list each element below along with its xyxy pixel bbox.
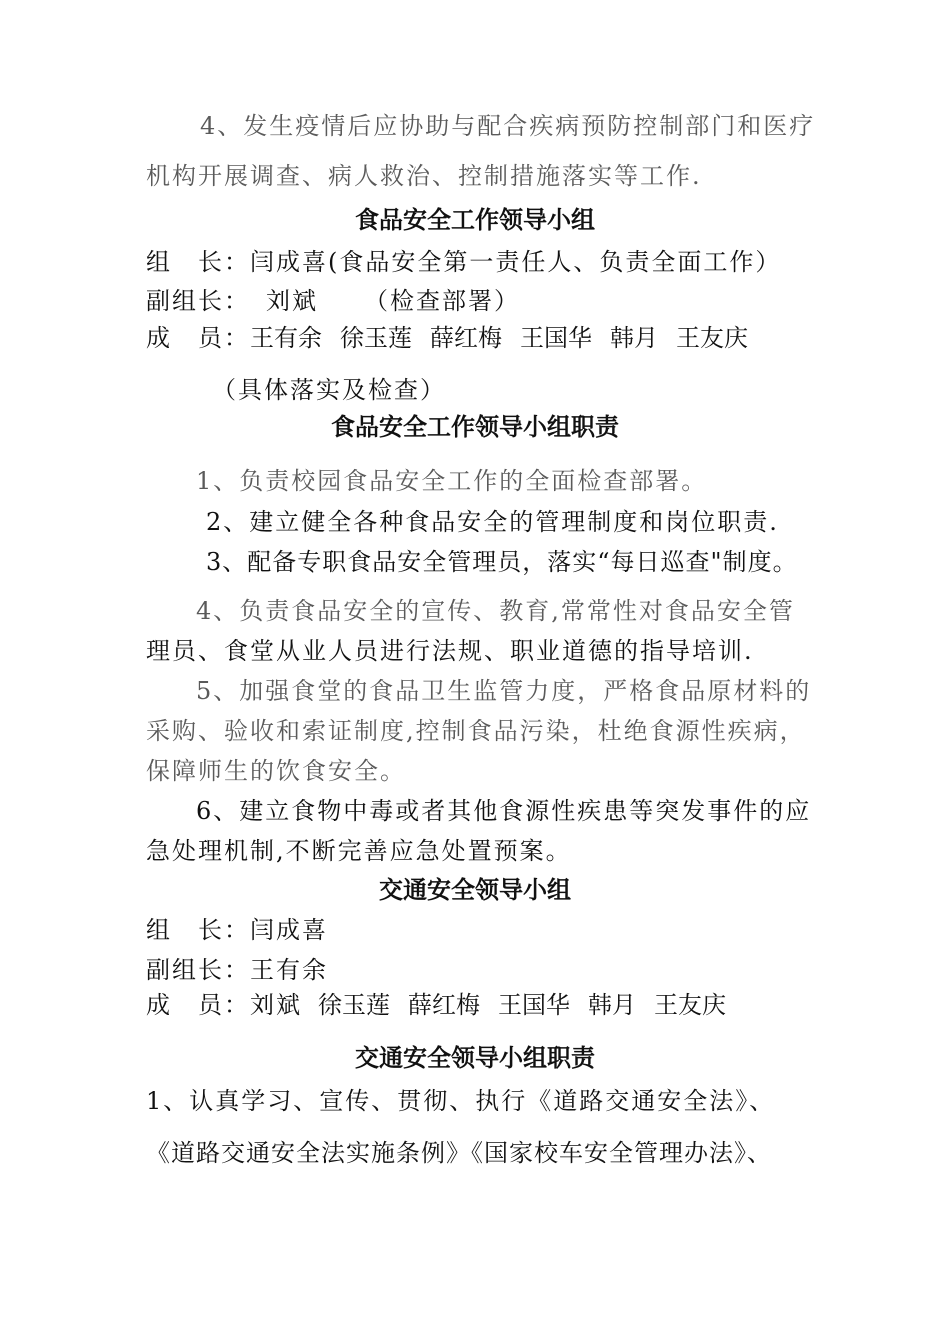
traffic-duty-1-line1: 1、认真学习、宣传、贯彻、执行《道路交通安全法》、: [146, 1087, 776, 1115]
traffic-member: 韩月: [588, 991, 636, 1019]
food-member: 王有余: [250, 324, 322, 352]
traffic-members-label: 成 员：: [146, 991, 250, 1019]
traffic-member: 徐玉莲: [318, 991, 390, 1019]
food-duty-2: 2、建立健全各种食品安全的管理制度和岗位职责.: [206, 508, 779, 536]
food-deputy-row: [146, 286, 520, 316]
food-duty-6-line1: 6、建立食物中毒或者其他食源性疾患等突发事件的应: [196, 797, 812, 825]
traffic-member: 薛红梅: [408, 991, 480, 1019]
food-duty-5-line2: 采购、验收和索证制度,控制食品污染，杜绝食源性疾病，: [146, 717, 806, 745]
traffic-deputy-row: [146, 955, 328, 985]
food-deputy-label: 副组长：: [146, 287, 250, 315]
food-member: 徐玉莲: [340, 324, 412, 352]
food-leader-label: 组 长：: [146, 248, 250, 276]
food-duty-1: 1、负责校园食品安全工作的全面检查部署。: [196, 467, 708, 495]
food-member: 薛红梅: [430, 324, 502, 352]
traffic-first-member: 刘斌: [250, 991, 302, 1019]
food-members-label: 成 员：: [146, 324, 250, 352]
paragraph-item-4-line2: 机构开展调查、病人救治、控制措施落实等工作.: [146, 162, 702, 190]
heading-traffic-safety-duties: 交通安全领导小组职责: [355, 1044, 595, 1072]
traffic-duty-1-line2: 《道路交通安全法实施条例》《国家校车安全管理办法》、: [146, 1139, 772, 1167]
food-duty-4-line2: 理员、食堂从业人员进行法规、职业道德的指导培训.: [146, 637, 754, 665]
traffic-leader-label: 组 长：: [146, 916, 250, 944]
traffic-leader-row: [146, 915, 328, 945]
food-members-row: [146, 323, 766, 353]
food-member: 王国华: [520, 324, 592, 352]
heading-traffic-safety-group: 交通安全领导小组: [379, 876, 571, 904]
food-duty-3: 3、配备专职食品安全管理员，落实“每日巡查"制度。: [206, 548, 798, 576]
paragraph-item-4-line1: 4、发生疫情后应协助与配合疾病预防控制部门和医疗: [200, 112, 816, 140]
food-member: 韩月: [610, 324, 658, 352]
food-deputy-note: （检查部署）: [364, 287, 520, 315]
food-member: 王友庆: [676, 324, 748, 352]
heading-food-safety-group: 食品安全工作领导小组: [355, 206, 595, 234]
food-members-note: （具体落实及检查）: [212, 376, 446, 404]
food-duty-5-line1: 5、加强食堂的食品卫生监管力度，严格食品原材料的: [196, 677, 812, 705]
food-leader-value: 闫成喜(食品安全第一责任人、负责全面工作）: [250, 248, 782, 276]
traffic-leader-value: 闫成喜: [250, 916, 328, 944]
traffic-member: 王国华: [498, 991, 570, 1019]
traffic-member: 王友庆: [654, 991, 726, 1019]
traffic-members-row: [146, 990, 744, 1020]
food-duty-4-line1: 4、负责食品安全的宣传、教育,常常性对食品安全管: [196, 597, 795, 625]
food-duty-6-line2: 急处理机制,不断完善应急处置预案。: [146, 837, 572, 865]
food-deputy-name: 刘斌: [266, 287, 318, 315]
food-leader-row: [146, 247, 781, 277]
heading-food-safety-duties: 食品安全工作领导小组职责: [331, 413, 619, 441]
traffic-deputy-value: 王有余: [250, 956, 328, 984]
traffic-deputy-label: 副组长：: [146, 956, 250, 984]
food-duty-5-line3: 保障师生的饮食安全。: [146, 757, 406, 785]
